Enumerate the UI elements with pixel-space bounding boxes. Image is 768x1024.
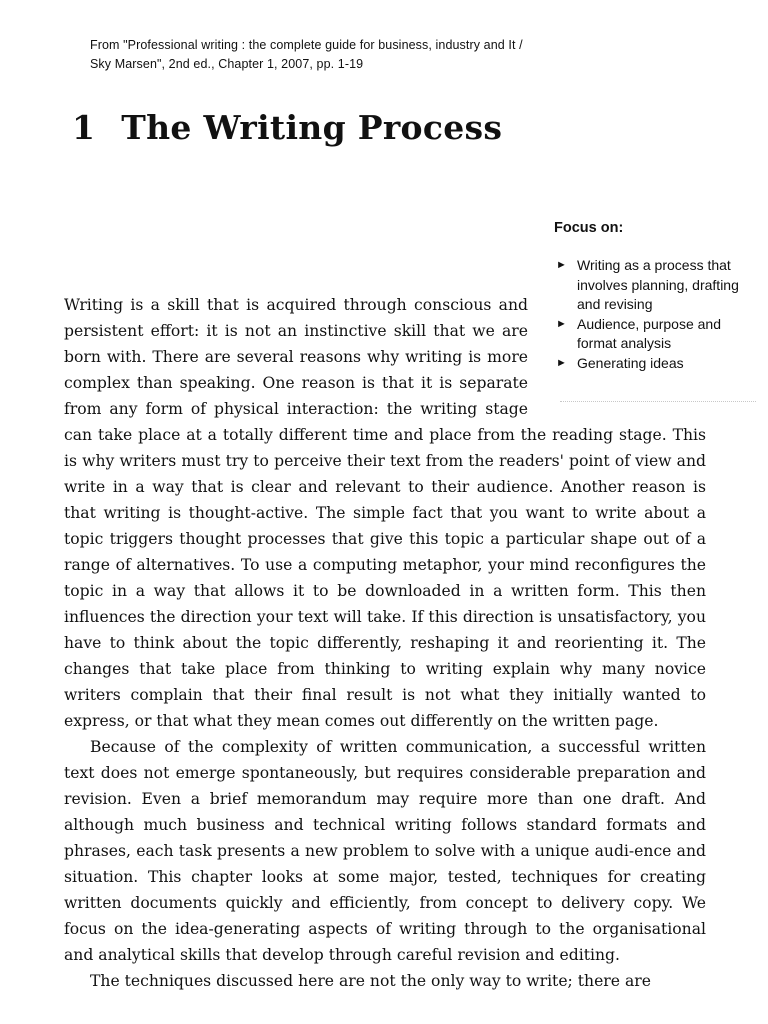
focus-item-text: Writing as a process that involves planning, drafting and revising xyxy=(577,257,739,312)
body-paragraph: The techniques discussed here are not the only way to write; there are xyxy=(90,972,651,990)
source-citation-line-2: Sky Marsen", 2nd ed., Chapter 1, 2007, pp. 1-19 xyxy=(90,57,364,71)
chapter-title: The Writing Process xyxy=(121,108,503,147)
focus-item-text: Generating ideas xyxy=(577,354,684,371)
chapter-body xyxy=(64,292,706,994)
bullet-arrow-icon: ► xyxy=(556,259,567,271)
focus-heading: Focus on: xyxy=(554,220,624,236)
bullet-arrow-icon: ► xyxy=(556,317,567,330)
focus-item-text: Audience, purpose and format analysis xyxy=(577,315,721,351)
source-citation xyxy=(90,36,690,74)
source-citation-line-1: From "Professional writing : the complete guide for business, industry and It / xyxy=(90,38,523,52)
bullet-arrow-icon: ► xyxy=(556,356,567,369)
body-paragraph: Because of the complexity of written communication, a successful written text does not emerge spontaneously, but requires considerable preparation and revision. Even a brief memorandum may require more than one draft. And although much business and technical writing follows standard formats and phrases, each task presents a new problem to solve with a unique audi-ence and situation. This chapter looks at some major, tested, techniques for creating written documents quickly and efficiently, from concept to delivery copy. We focus on the idea-generating aspects of writing through to the organisational and analytical skills that develop through careful revision and editing. xyxy=(64,738,706,964)
body-paragraph: Writing is a skill that is acquired through conscious and persistent effort: it is not an instinctive skill that we are born with. There are several reasons why writing is more complex than speaking. One reason is that it is separate from any form of physical interaction: the writing stage can take place at a totally different time and place from the reading stage. This is why writers must try to perceive their text from the readers' point of view and write in a way that is clear and relevant to their audience. Another reason is that writing is thought-active. The simple fact that you want to write about a topic triggers thought processes that give this topic a particular shape out of a range of alternatives. To use a computing metaphor, your mind reconfigures the topic in a way that allows it to be downloaded in a written form. This then influences the direction your text will take. If this direction is unsatisfactory, you have to think about the topic differently, reshaping it and reorienting it. The changes that take place from thinking to writing explain why many novice writers complain that their final result is not what they initially wanted to express, or that what they mean comes out differently on the written page. xyxy=(64,296,706,730)
sidebar-spacer xyxy=(528,292,706,422)
chapter-number: 1 xyxy=(72,108,96,147)
chapter-heading xyxy=(72,108,502,147)
